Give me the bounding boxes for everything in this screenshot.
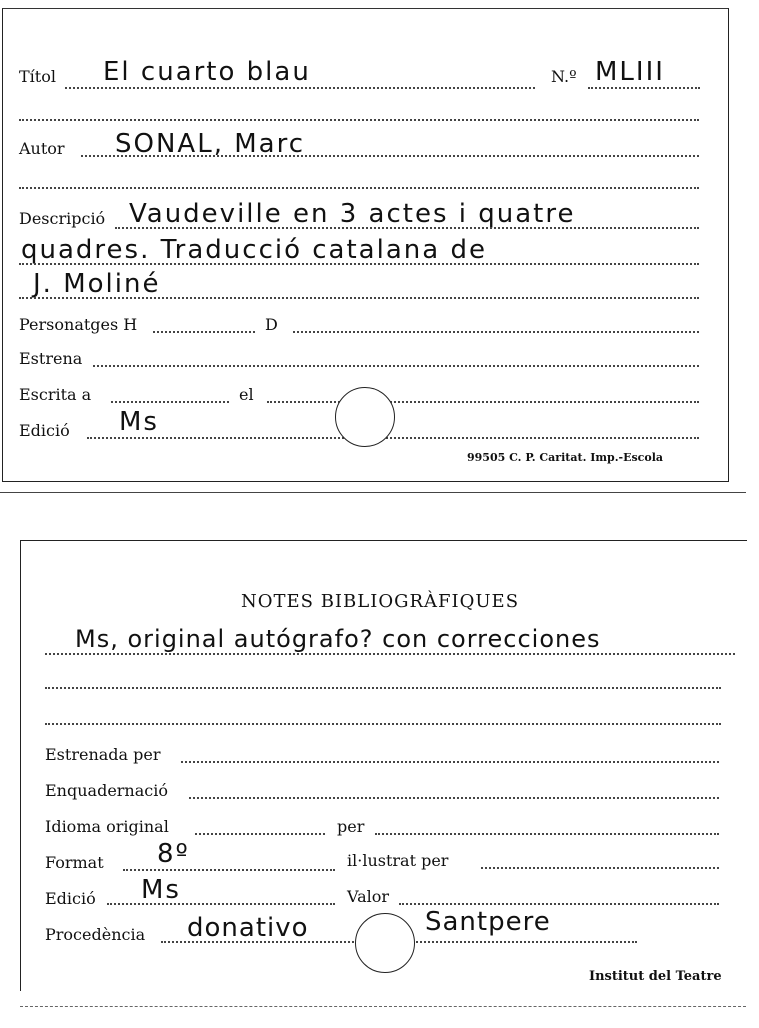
separator-line: [0, 492, 746, 493]
edicio-value: Ms: [119, 407, 159, 437]
edicio-dotted-line: [87, 437, 699, 439]
titol-label: Títol: [19, 67, 56, 86]
per-dotted-line: [375, 833, 719, 835]
blank-dotted-line: [19, 119, 699, 121]
descripcio-line-1: Vaudeville en 3 actes i quatre: [129, 199, 576, 229]
edicio2-value: Ms: [141, 875, 181, 905]
format-dotted-line: [123, 869, 335, 871]
estrenada-label: Estrenada per: [45, 745, 161, 764]
descripcio-line-2: quadres. Traducció catalana de: [21, 235, 487, 265]
idioma-dotted-line: [195, 833, 325, 835]
estrena-dotted-line: [93, 365, 699, 367]
personatges-d-dotted-line: [293, 331, 699, 333]
enquadernacio-label: Enquadernació: [45, 781, 168, 800]
punch-hole: [335, 387, 395, 447]
descripcio-label: Descripció: [19, 209, 106, 228]
personatges-label: Personatges H: [19, 315, 138, 334]
per-label: per: [337, 817, 365, 836]
personatges-d-label: D: [265, 315, 278, 334]
notes-dotted-line: [45, 653, 735, 655]
blank-dotted-line: [19, 187, 699, 189]
autor-value: SONAL, Marc: [115, 129, 305, 159]
procedencia-value-2: Santpere: [425, 907, 551, 937]
illustrat-label: il·lustrat per: [347, 851, 449, 870]
procedencia-value-1: donativo: [187, 913, 309, 943]
autor-dotted-line: [81, 155, 699, 157]
number-label: N.º: [551, 67, 577, 86]
format-label: Format: [45, 853, 104, 872]
notes-heading: NOTES BIBLIOGRÀFIQUES: [241, 591, 520, 612]
titol-value: El cuarto blau: [103, 57, 311, 87]
escrita-dotted-line: [111, 401, 229, 403]
titol-dotted-line: [65, 87, 535, 89]
estrenada-dotted-line: [181, 761, 719, 763]
catalog-card-front: [2, 8, 729, 482]
edicio2-dotted-line: [107, 903, 335, 905]
el-dotted-line: [267, 401, 699, 403]
personatges-h-dotted-line: [153, 331, 255, 333]
notes-dotted-line: [45, 687, 721, 689]
punch-hole: [355, 913, 415, 973]
valor-dotted-line: [399, 903, 719, 905]
estrena-label: Estrena: [19, 349, 83, 368]
number-value: MLIII: [595, 57, 665, 87]
autor-label: Autor: [19, 139, 65, 158]
illustrat-dotted-line: [481, 867, 719, 869]
institut-imprint: Institut del Teatre: [589, 969, 722, 984]
edicio2-label: Edició: [45, 889, 96, 908]
number-dotted-line: [588, 87, 700, 89]
escrita-label: Escrita a: [19, 385, 92, 404]
bottom-edge: [20, 1006, 746, 1007]
catalog-card-back: [20, 540, 747, 991]
printer-imprint: 99505 C. P. Caritat. Imp.-Escola: [467, 451, 664, 464]
procedencia-label: Procedència: [45, 925, 146, 944]
el-label: el: [239, 385, 254, 404]
notes-line-1: Ms, original autógrafo? con correcciones: [75, 625, 601, 653]
valor-label: Valor: [347, 887, 390, 906]
format-value: 8º: [157, 839, 190, 869]
idioma-label: Idioma original: [45, 817, 169, 836]
edicio-label: Edició: [19, 421, 70, 440]
descripcio-dotted-line: [19, 263, 699, 265]
descripcio-dotted-line: [19, 297, 699, 299]
enquadernacio-dotted-line: [189, 797, 719, 799]
notes-dotted-line: [45, 723, 721, 725]
descripcio-dotted-line: [115, 227, 699, 229]
descripcio-line-3: J. Moliné: [33, 269, 161, 299]
